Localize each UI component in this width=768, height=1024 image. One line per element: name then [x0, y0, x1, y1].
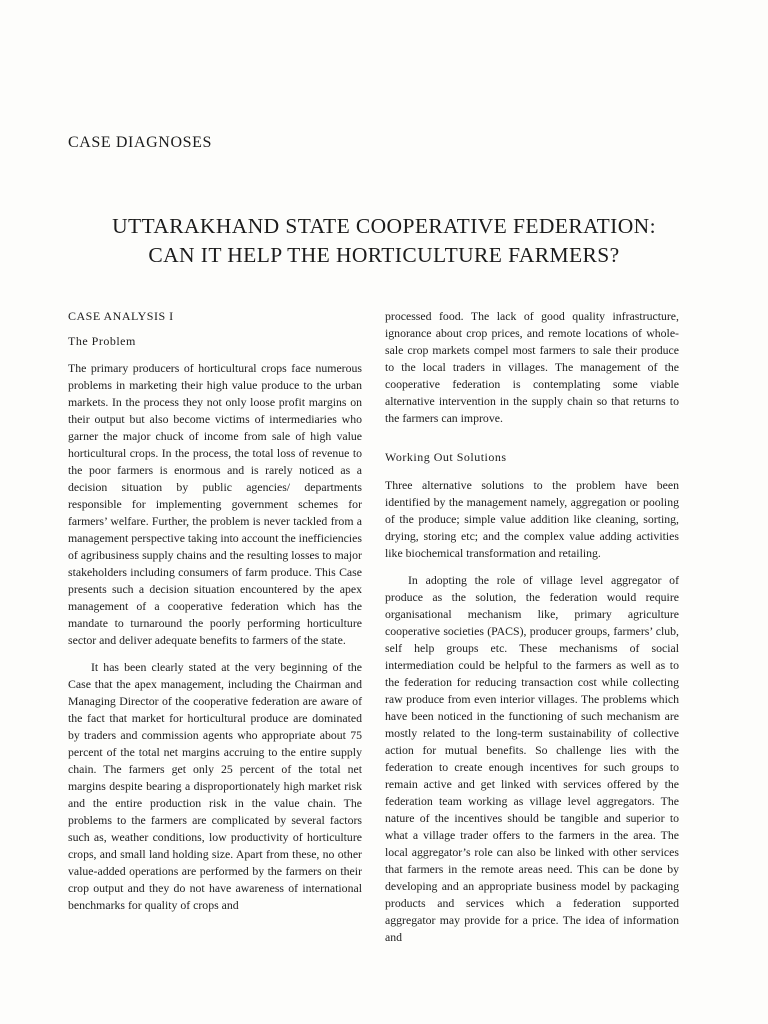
body-paragraph: Three alternative solutions to the problem have been identified by the management namely, aggregation or pooling of the produce; simple value addition like cleaning, sorting, drying, storing etc; and the complex value adding activities like biochemical transformation and retailing.	[385, 478, 679, 560]
title-line-1: UTTARAKHAND STATE COOPERATIVE FEDERATION:	[112, 214, 656, 238]
title-line-2: CAN IT HELP THE HORTICULTURE FARMERS?	[148, 243, 620, 267]
problem-subheading: The Problem	[68, 334, 136, 348]
body-paragraph: The primary producers of horticultural crops face numerous problems in marketing their high value produce to the urban markets. In the process they not only loose profit margins on their output but also become victims of intermediaries who garner the major chuck of income from sale of high value horticultural crops. In the process, the total loss of revenue to the poor farmers is enormous and is rarely noticed as a decision situation by public agencies/ departments responsible for implementing government schemes for farmers’ welfare. Further, the problem is never tackled from a management perspective taking into account the inefficiencies of agribusiness supply chains and the resulting losses to major stakeholders including consumers of farm produce. This Case presents such a decision situation encountered by the apex management of a cooperative federation which has the mandate to turnaround the poorly performing horticulture sector and deliver adequate benefits to farmers of the state.	[68, 361, 362, 647]
body-paragraph: It has been clearly stated at the very beginning of the Case that the apex management, including the Chairman and Managing Director of the cooperative federation are aware of the fact that market for horticultural produce are dominated by traders and commission agents who appropriate about 75 percent of the total net margins accruing to the entire supply chain. The farmers get only 25 percent of the total net margins despite bearing a disproportionately high market risk and the entire production risk in the value chain. The problems to the farmers are complicated by several factors such as, weather conditions, low productivity of horticulture crops, and small land holding size. Apart from these, no other value-added operations are performed by the farmers on their crop output and they do not have awareness of international benchmarks for quality of crops and	[68, 660, 362, 912]
section-label: CASE DIAGNOSES	[68, 134, 212, 151]
case-analysis-heading: CASE ANALYSIS I	[68, 309, 174, 323]
right-column	[385, 308, 679, 946]
body-paragraph: processed food. The lack of good quality infrastructure, ignorance about crop prices, and remote locations of whole-sale crop markets compel most farmers to sale their produce to the local traders in villages. The management of the cooperative federation is contemplating some viable alternative intervention in the supply chain so that returns to the farmers can improve.	[385, 309, 679, 425]
body-paragraph: In adopting the role of village level aggregator of produce as the solution, the federation would require organisational mechanism like, primary agriculture cooperative societies (PACS), producer groups, farmers’ club, self help groups etc. These mechanisms of social intermediation could be helpful to the farmers as well as to the federation for reducing transaction cost while collecting raw produce from even interior villages. The problems which have been noticed in the functioning of such mechanism are mostly related to the long-term sustainability of collective action for mutual benefits. So challenge lies with the federation to create enough incentives for such groups to remain active and get linked with services offered by the federation team working as village level aggregators. The nature of the incentives should be tangible and superior to what a village trader offers to the farmers in the area. The local aggregator’s role can also be linked with other services that farmers in the remote areas need. This can be done by developing and an appropriate business model by packaging products and services which a federation supported aggregator may provide for a price. The idea of information and	[385, 573, 679, 944]
solutions-subheading: Working Out Solutions	[385, 450, 507, 464]
left-column	[68, 308, 362, 914]
page-title	[0, 212, 768, 270]
